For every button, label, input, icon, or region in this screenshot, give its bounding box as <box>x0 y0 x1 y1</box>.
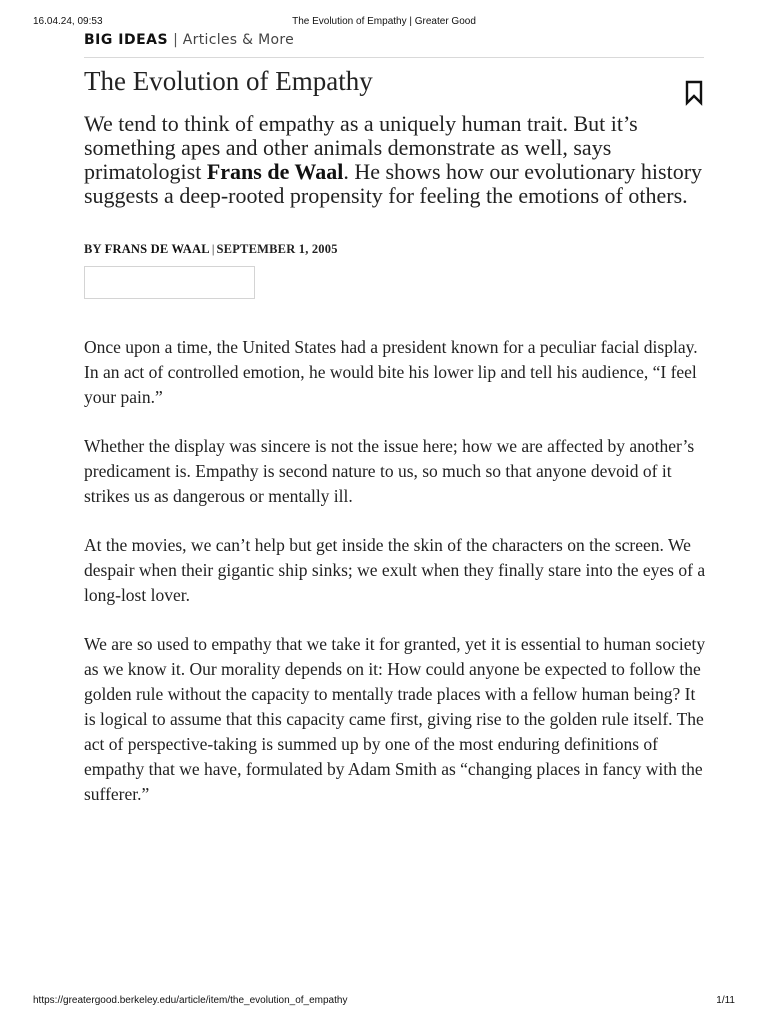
print-page-title: The Evolution of Empathy | Greater Good <box>292 16 476 27</box>
article-paragraph: We are so used to empathy that we take it for granted, yet it is essential to human society as we know it. Our morality depends on it: How could anyone be expected to follow the golden rule without the capacity to mentally trade places with a fellow human being? It is logical to assume that this capacity came first, giving rise to the golden rule itself. The act of perspective-taking is summed up by one of the most enduring definitions of empathy that we have, formulated by Adam Smith as “changing places in fancy with the sufferer.” <box>84 634 706 804</box>
print-header <box>33 16 735 30</box>
article-dek <box>84 112 708 208</box>
bookmark-icon <box>684 80 704 106</box>
dek-author: Frans de Waal <box>206 159 344 184</box>
print-page-number: 1/11 <box>716 995 735 1006</box>
print-footer <box>33 995 735 1009</box>
dek-text-start: We tend to think of empathy as a uniquely human trait. But it’s something apes and other animals demonstrate as well, says primatologist <box>84 111 638 184</box>
section-name-link[interactable]: BIG IDEAS <box>84 32 169 48</box>
share-box <box>84 266 255 299</box>
print-url: https://greatergood.berkeley.edu/article/item/the_evolution_of_empathy <box>33 995 348 1006</box>
byline-author-link[interactable]: FRANS DE WAAL <box>104 242 210 256</box>
byline <box>84 242 338 257</box>
article-title: The Evolution of Empathy <box>84 66 373 96</box>
byline-separator: | <box>211 242 215 256</box>
byline-date: SEPTEMBER 1, 2005 <box>216 242 338 256</box>
print-datetime: 16.04.24, 09:53 <box>33 16 103 27</box>
article-body <box>84 335 708 831</box>
bookmark-button[interactable] <box>684 80 704 106</box>
section-separator: | <box>173 32 178 48</box>
article-paragraph: At the movies, we can’t help but get inside the skin of the characters on the screen. We despair when their gigantic ship sinks; we exult when they finally stare into the eyes of a long-lost lover. <box>84 535 706 605</box>
article-paragraph: Once upon a time, the United States had a president known for a peculiar facial display. In an act of controlled emotion, he would bite his lower lip and tell his audience, “I feel your pain.” <box>84 337 698 407</box>
byline-prefix: BY <box>84 242 105 256</box>
section-subtitle-link[interactable]: Articles & More <box>182 32 295 48</box>
article-paragraph: Whether the display was sincere is not the issue here; how we are affected by another’s predicament is. Empathy is second nature to us, so much so that anyone devoid of it strikes us as dangerous or mentally ill. <box>84 436 695 506</box>
section-header <box>84 29 704 58</box>
dek-text-end: . He shows how our evolutionary history suggests a deep-rooted propensity for feeling the emotions of others. <box>84 159 703 208</box>
